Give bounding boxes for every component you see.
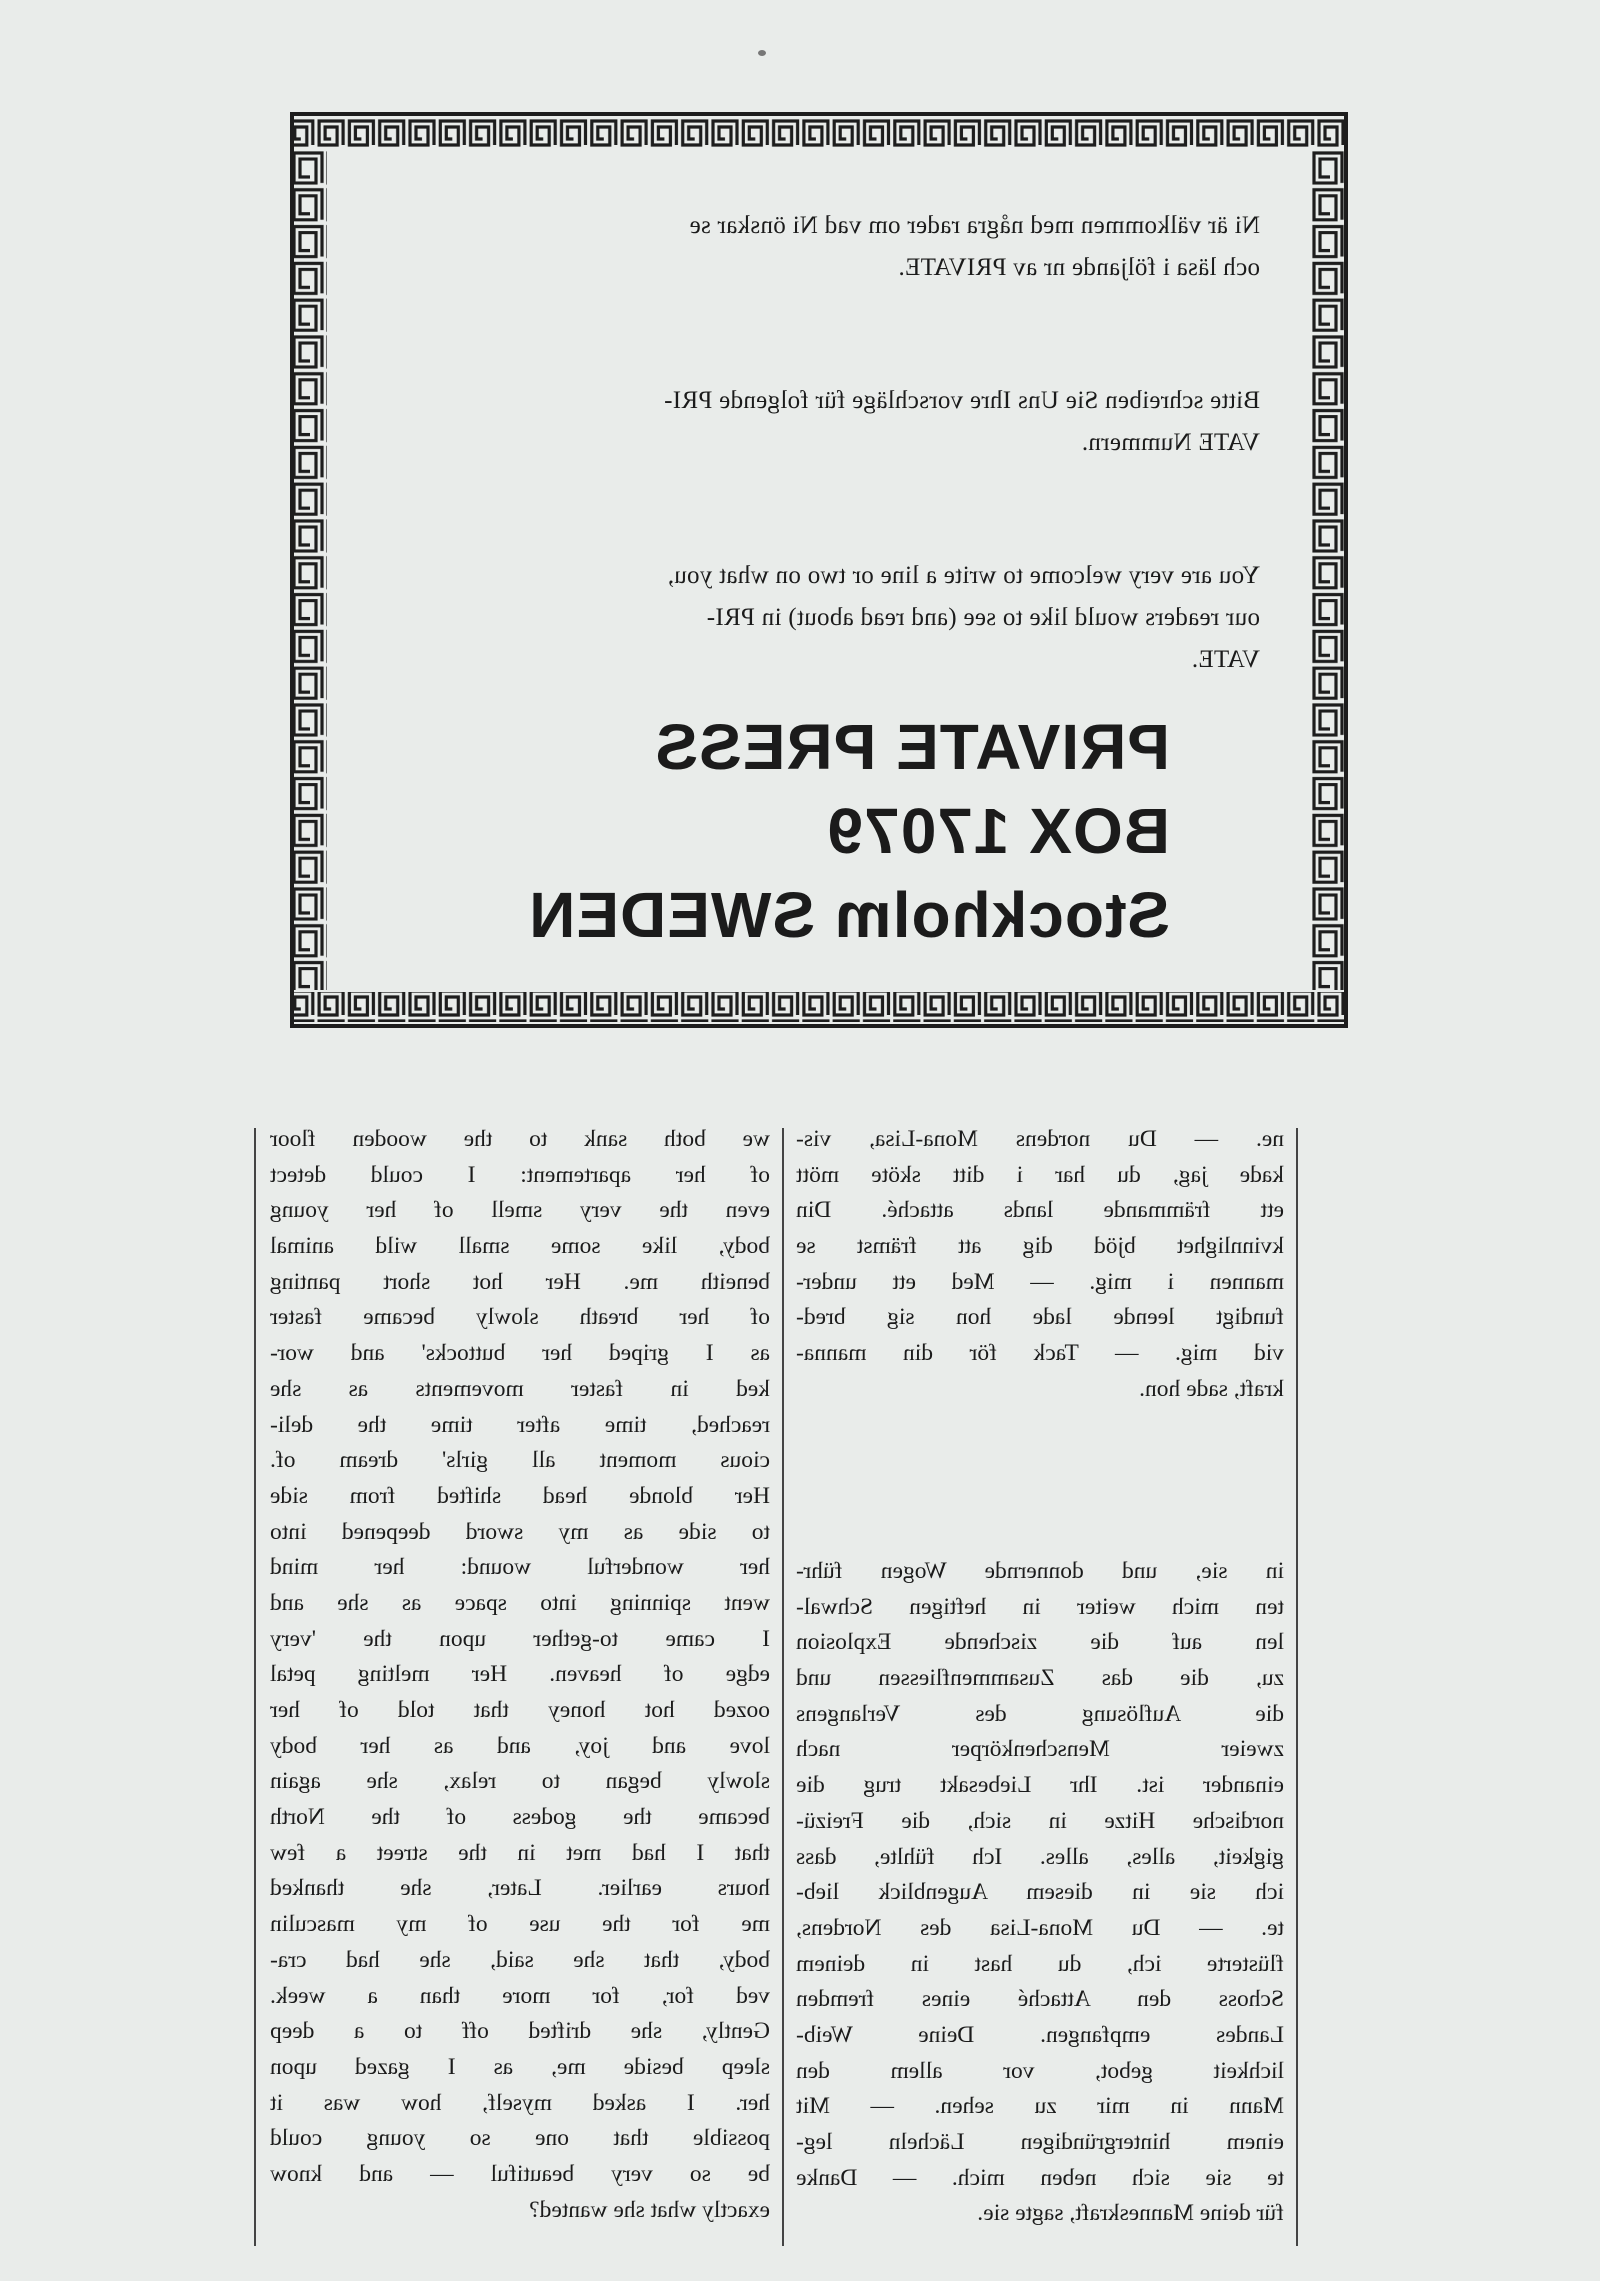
text-line: I came to-gether upon the 'very xyxy=(270,1625,770,1652)
text-line: Mann in mir zu sehen. — Mit xyxy=(796,2093,1284,2120)
text-line: went spinning into space as she and xyxy=(270,1589,770,1616)
text-line: die Auflösung des Verlangens xyxy=(796,1700,1284,1727)
german-invitation xyxy=(370,380,1260,464)
text-line: to side as my sword deepened into xyxy=(270,1518,770,1545)
text-line: ved for, for more than a week. xyxy=(270,1982,770,2009)
text-line: hours earlier. Later, she thanked xyxy=(270,1875,770,1902)
text-line: zu, die das Zusammenfliessen und xyxy=(796,1665,1284,1692)
text-line: Bitte schreiben Sie Uns Ihre vorschläge für folgende PRI- xyxy=(663,387,1260,414)
text-line: sleep beside me, as I gazed upon xyxy=(270,2053,770,2080)
text-line: her. I asked myself, how was it xyxy=(270,2089,770,2116)
text-line: cious moment all girls' dream of. xyxy=(270,1447,770,1474)
text-line: te. — Du Mona-Lisa des Nordens, xyxy=(796,1914,1284,1941)
text-line: gigkeit, alles, alles. Ich fühlte, dass xyxy=(796,1843,1284,1870)
column-rule-left xyxy=(1296,1128,1298,2246)
text-line: ett främmande lands attaché. Din xyxy=(796,1197,1284,1224)
text-line: Ni är välkommen med några rader om vad Ni önskar se xyxy=(689,212,1260,239)
text-line: Gently, she drifted off to a deep xyxy=(270,2018,770,2045)
text-line: even the very smell of her young xyxy=(270,1197,770,1224)
text-line: ich sie in diesem Augenblick lieb- xyxy=(796,1879,1284,1906)
text-line: für deine Manneskraft, sagte sie. xyxy=(977,2200,1284,2227)
text-line: of her breath slowly became faster xyxy=(270,1304,770,1331)
text-line: her wonderful wound: her mind xyxy=(270,1554,770,1581)
text-line: beneith me. Her hot short panting xyxy=(270,1268,770,1295)
text-line: body, like some small wild animal xyxy=(270,1233,770,1260)
text-line: body, that she said, she had cra- xyxy=(270,1946,770,1973)
swedish-text-column xyxy=(796,1122,1284,1408)
text-line: reached, time after time the deli- xyxy=(270,1411,770,1438)
text-line: we both sank to the wooden floor xyxy=(270,1126,770,1152)
address-line-1: PRIVATE PRESS xyxy=(654,711,1170,783)
english-invitation xyxy=(370,555,1260,681)
text-line: fundigt leende lade hon sig bred- xyxy=(796,1304,1284,1331)
german-text-column xyxy=(796,1554,1284,2232)
text-line: ten mich weiter in heftigen Schwal- xyxy=(796,1593,1284,1620)
text-line: zweier Menschenkörper nach xyxy=(796,1736,1284,1763)
text-line: vid mig. — Tack för din manna- xyxy=(796,1340,1284,1367)
text-line: einander ist. Ihr Liebesakt trug die xyxy=(796,1772,1284,1799)
text-line: lichkeit gebot, vor allem den xyxy=(796,2057,1284,2084)
address-line-2: BOX 17079 xyxy=(826,795,1170,867)
text-line: Landes empfangen. Deine Weib- xyxy=(796,2021,1284,2048)
english-text-column xyxy=(270,1122,770,2228)
text-line: as I griped her buttocks' and wor- xyxy=(270,1340,770,1367)
text-line: edge of heaven. Her melting petal xyxy=(270,1661,770,1688)
text-line: kvinnlighet bjöd dig att främst se xyxy=(796,1233,1284,1260)
text-line: ne. — Du nordens Mona-Lisa, vis- xyxy=(796,1126,1284,1152)
text-line: our readers would like to see (and read about) in PRI- xyxy=(706,604,1260,631)
column-rule-right xyxy=(254,1128,256,2246)
text-line: len auf die zischende Explosion xyxy=(796,1629,1284,1656)
text-line: exactly what she wanted? xyxy=(529,2196,770,2223)
text-line: became the godess of the North xyxy=(270,1804,770,1831)
text-line: in sie, und donnernde Wogen führ- xyxy=(796,1558,1284,1584)
text-line: of her apartement: I could detect xyxy=(270,1161,770,1188)
text-line: kraft, sade hon. xyxy=(1139,1375,1284,1402)
text-line: te sie sich neben mich. — Danke xyxy=(796,2164,1284,2191)
text-line: flüsterte ich, du hast in deinem xyxy=(796,1950,1284,1977)
column-rule-middle xyxy=(782,1128,784,2246)
text-line: You are very welcome to write a line or two on what you, xyxy=(667,562,1260,589)
swedish-invitation xyxy=(370,205,1260,289)
text-line: VATE Nummern. xyxy=(1081,429,1260,456)
text-line: och läsa i följande nr av PRIVATE. xyxy=(898,254,1260,281)
text-line: possible that one so young could xyxy=(270,2125,770,2152)
text-line: Schoss den Attaché eines fremden xyxy=(796,1986,1284,2013)
text-line: mannen i mig. — Med ett under- xyxy=(796,1268,1284,1295)
text-line: nordische Hitze in sich, die Freizü- xyxy=(796,1807,1284,1834)
text-line: me for the use of my masculin xyxy=(270,1911,770,1938)
text-line: Her blonde head shifted from side xyxy=(270,1482,770,1509)
text-line: VATE. xyxy=(1191,646,1260,673)
text-line: einem hintergründigen Lächeln leg- xyxy=(796,2129,1284,2155)
text-line: oozed hot honey that told of her xyxy=(270,1697,770,1723)
text-line: that I had met in the street a few xyxy=(270,1839,770,1866)
text-line: slowly began to relax, she again xyxy=(270,1768,770,1795)
text-line: ked in faster movements as she xyxy=(270,1375,770,1402)
text-line: be so very beautiful — and know xyxy=(270,2160,770,2187)
address-line-3: Stockholm SWEDEN xyxy=(528,879,1170,951)
text-line: love and joy, and as her body xyxy=(270,1732,770,1759)
text-line: kade jag, du har i ditt sköte mött xyxy=(796,1161,1284,1188)
